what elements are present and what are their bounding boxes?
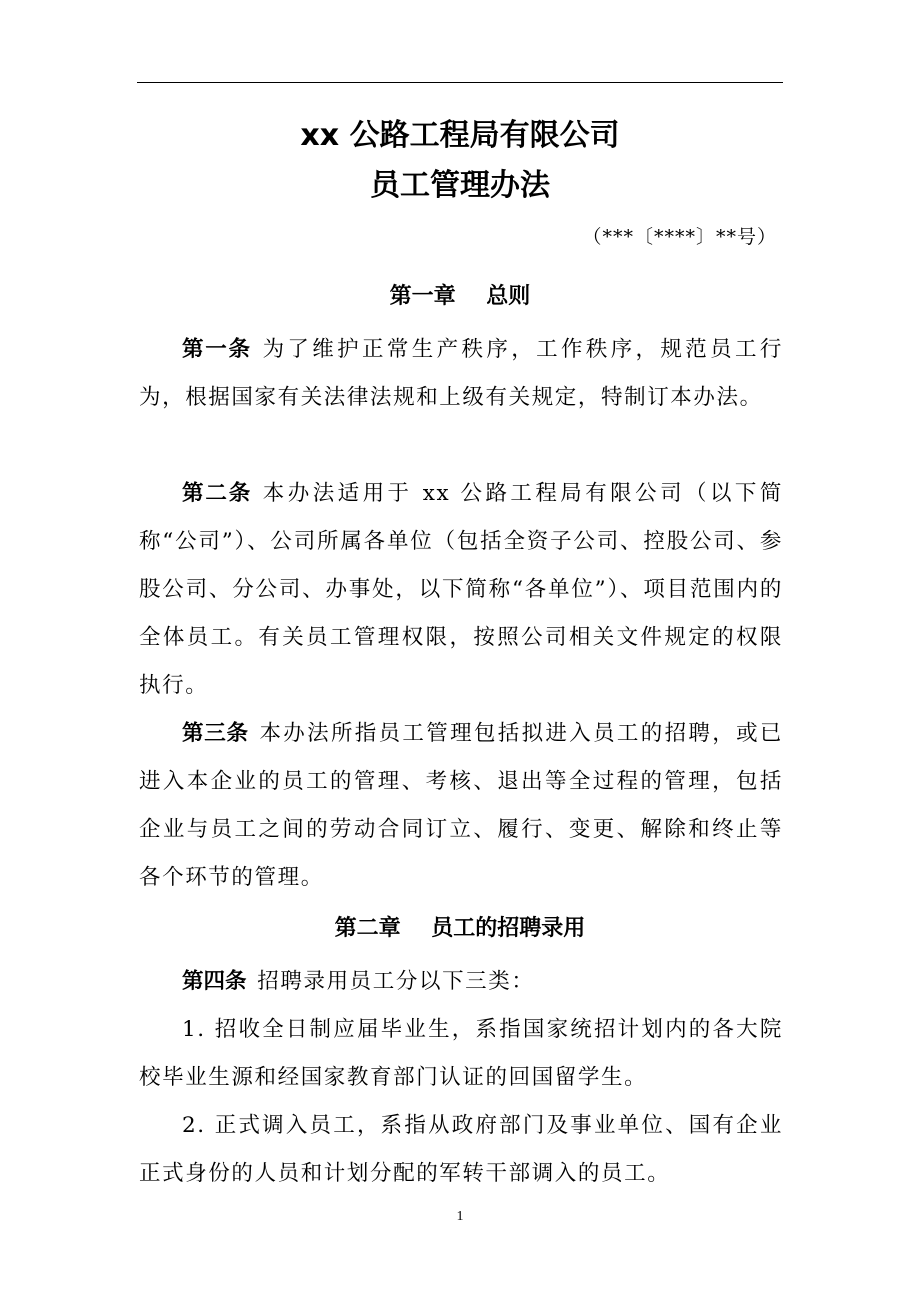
chapter-heading-1: 第一章 总则 — [389, 284, 531, 309]
document-title-name: 员工管理办法 — [370, 168, 550, 203]
article-text: 本办法所指员工管理包括拟进入员工的招聘，或已进入本企业的员工的管理、考核、退出等全过程的管理，包括企业与员工之间的劳动合同订立、履行、变更、解除和终止等各个环节的管理。 — [139, 721, 783, 890]
article-2 — [139, 470, 783, 710]
article-1 — [139, 326, 783, 422]
article-label: 第二条 — [182, 481, 253, 506]
article-4 — [139, 958, 783, 1006]
article-label: 第三条 — [182, 721, 249, 746]
article-text: 招聘录用员工分以下三类： — [257, 969, 535, 994]
header-rule — [137, 82, 783, 83]
article-label: 第一条 — [182, 337, 252, 362]
article-text: 为了维护正常生产秩序，工作秩序，规范员工行为，根据国家有关法律法规和上级有关规定，特制订本办法。 — [139, 337, 783, 410]
article-label: 第四条 — [182, 969, 247, 994]
list-item: 1. 招收全日制应届毕业生，系指国家统招计划内的各大院校毕业生源和经国家教育部门认证的回国留学生。 — [139, 1017, 783, 1090]
page-number: 1 — [456, 1209, 464, 1224]
document-number: （***〔****〕**号） — [582, 226, 777, 248]
list-item: 2. 正式调入员工，系指从政府部门及事业单位、国有企业正式身份的人员和计划分配的军转干部调入的员工。 — [139, 1113, 783, 1186]
article-3 — [139, 710, 783, 902]
document-title-company: xx 公路工程局有限公司 — [300, 118, 620, 153]
article-text: 本办法适用于 xx 公路工程局有限公司（以下简称“公司”）、公司所属各单位（包括全资子公司、控股公司、参股公司、分公司、办事处，以下简称“各单位”）、项目范围内的全体员工。有关员工管理权限，按照公司相关文件规定的权限执行。 — [139, 481, 783, 698]
chapter-heading-2: 第二章 员工的招聘录用 — [334, 916, 586, 941]
